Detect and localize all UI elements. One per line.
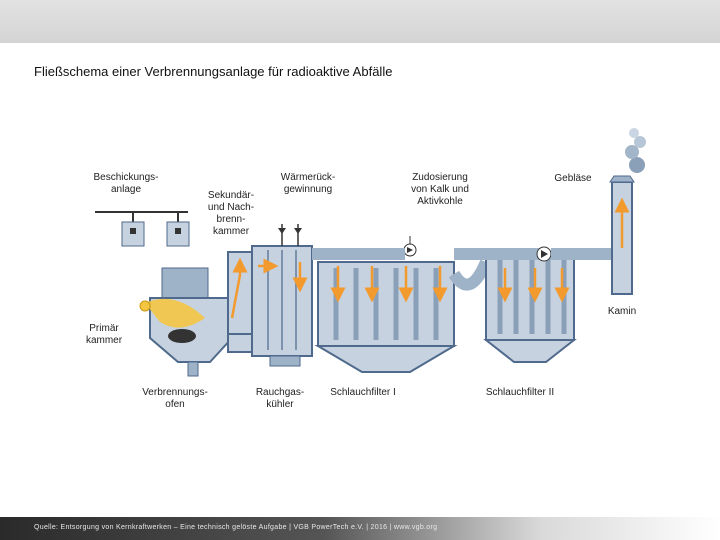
label-heat-recovery: Wärmerück- gewinnung xyxy=(280,172,336,195)
label-stack: Kamin xyxy=(607,306,637,317)
label-bag-filter-1: Schlauchfilter I xyxy=(330,387,396,398)
incineration-furnace xyxy=(140,268,239,376)
label-incineration-furnace: Verbrennungs- ofen xyxy=(142,387,208,410)
label-blower: Gebläse xyxy=(554,173,592,184)
label-dosing: Zudosierung von Kalk und Aktivkohle xyxy=(411,172,469,207)
label-primary-chamber: Primär kammer xyxy=(85,323,123,346)
bag-filter-2 xyxy=(454,252,574,362)
diagram-title: Fließschema einer Verbrennungsanlage für radioaktive Abfälle xyxy=(34,64,393,79)
blower xyxy=(454,247,615,261)
bag-filter-1 xyxy=(312,254,454,372)
stack xyxy=(610,128,646,294)
label-bag-filter-2: Schlauchfilter II xyxy=(485,387,555,398)
label-flue-gas-cooler: Rauchgas- kühler xyxy=(255,387,305,410)
source-note: Quelle: Entsorgung von Kernkraftwerken – Eine technisch gelöste Aufgabe | VGB PowerTech e.V. | 2016 | www.vgb.org xyxy=(34,524,438,531)
label-charging-system: Beschickungs- anlage xyxy=(93,172,159,195)
charging-system xyxy=(95,212,189,246)
lime-carbon-dosing xyxy=(404,236,416,256)
flue-gas-cooler xyxy=(252,224,312,366)
label-secondary-chamber: Sekundär- und Nach- brenn- kammer xyxy=(207,190,255,237)
